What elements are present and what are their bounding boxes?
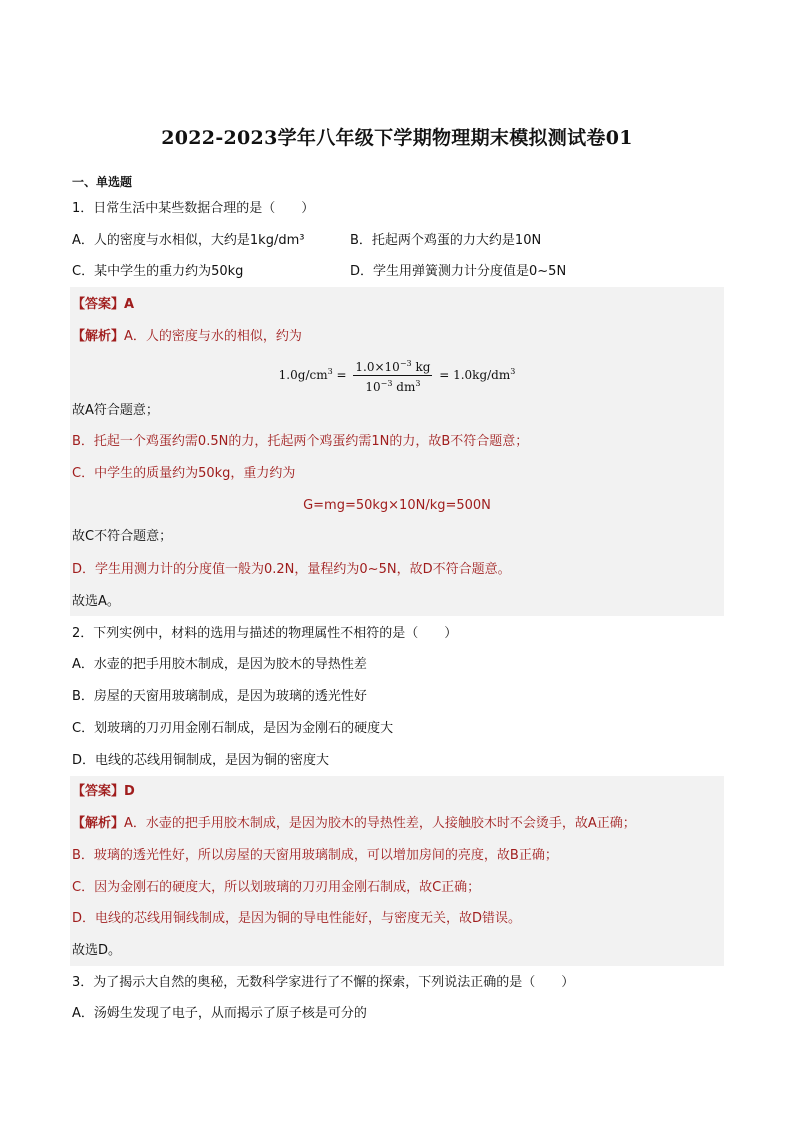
question-2-analysis-d: D．电线的芯线用铜线制成，是因为铜的导电性能好，与密度无关，故D错误。 <box>72 911 522 926</box>
question-1-final: 故选A。 <box>72 594 120 609</box>
section-heading: 一、单选题 <box>72 175 133 189</box>
question-1-analysis-c: C．中学生的质量约为50kg，重力约为 <box>72 466 296 481</box>
density-formula: $1.0g/cm^3$ = $\frac{1.0\times 10^{-3} kg}{10^{-3} dm^3}$ = $1.0kg/dm^3$ <box>70 356 724 392</box>
question-1-answer: 【答案】A <box>72 297 135 312</box>
question-1-option-a: A．人的密度与水相似，大约是1kg/dm³ <box>72 233 305 248</box>
question-2-option-a: A．水壶的把手用胶木制成，是因为胶木的导热性差 <box>72 657 367 672</box>
page-title: 2022-2023学年八年级下学期物理期末模拟测试卷01 <box>161 127 633 149</box>
question-1-a-conclusion: 故A符合题意； <box>72 403 159 418</box>
gravity-formula: G=mg=50kg×10N/kg=500N <box>303 498 491 513</box>
question-1-analysis-b: B．托起一个鸡蛋约需0.5N的力，托起两个鸡蛋约需1N的力，故B不符合题意； <box>72 434 529 449</box>
question-2-answer: 【答案】D <box>72 784 135 799</box>
question-2-option-d: D．电线的芯线用铜制成，是因为铜的密度大 <box>72 753 330 768</box>
question-2-analysis-c: C．因为金刚石的硬度大，所以划玻璃的刀刃用金刚石制成，故C正确； <box>72 880 481 895</box>
question-1-option-b: B．托起两个鸡蛋的力大约是10N <box>350 233 542 248</box>
question-2-option-c: C．划玻璃的刀刃用金刚石制成，是因为金刚石的硬度大 <box>72 721 394 736</box>
question-2-option-b: B．房屋的天窗用玻璃制成，是因为玻璃的透光性好 <box>72 689 367 704</box>
question-1-stem: 1．日常生活中某些数据合理的是（ ） <box>72 201 315 216</box>
question-1-option-d: D．学生用弹簧测力计分度值是0~5N <box>350 264 567 279</box>
question-2-analysis-a: 【解析】A．水壶的把手用胶木制成，是因为胶木的导热性差，人接触胶木时不会烫手，故A正确； <box>72 816 636 831</box>
question-1-analysis-d: D．学生用测力计的分度值一般为0.2N，量程约为0~5N，故D不符合题意。 <box>72 562 511 577</box>
density-fraction: $\frac{1.0\times 10^{-3} kg}{10^{-3} dm^3}$ <box>353 356 432 395</box>
question-2-final: 故选D。 <box>72 943 122 958</box>
question-1-option-c: C．某中学生的重力约为50kg <box>72 264 244 279</box>
question-1-c-conclusion: 故C不符合题意； <box>72 529 173 544</box>
question-3-stem: 3．为了揭示大自然的奥秘，无数科学家进行了不懈的探索，下列说法正确的是（ ） <box>72 975 575 990</box>
question-2-analysis-b: B．玻璃的透光性好，所以房屋的天窗用玻璃制成，可以增加房间的亮度，故B正确； <box>72 848 558 863</box>
question-2-answer-box <box>70 776 724 966</box>
question-3-option-a: A．汤姆生发现了电子，从而揭示了原子核是可分的 <box>72 1006 367 1021</box>
question-1-analysis-a: 【解析】A．人的密度与水的相似，约为 <box>72 329 302 344</box>
question-2-stem: 2．下列实例中，材料的选用与描述的物理属性不相符的是（ ） <box>72 626 458 641</box>
